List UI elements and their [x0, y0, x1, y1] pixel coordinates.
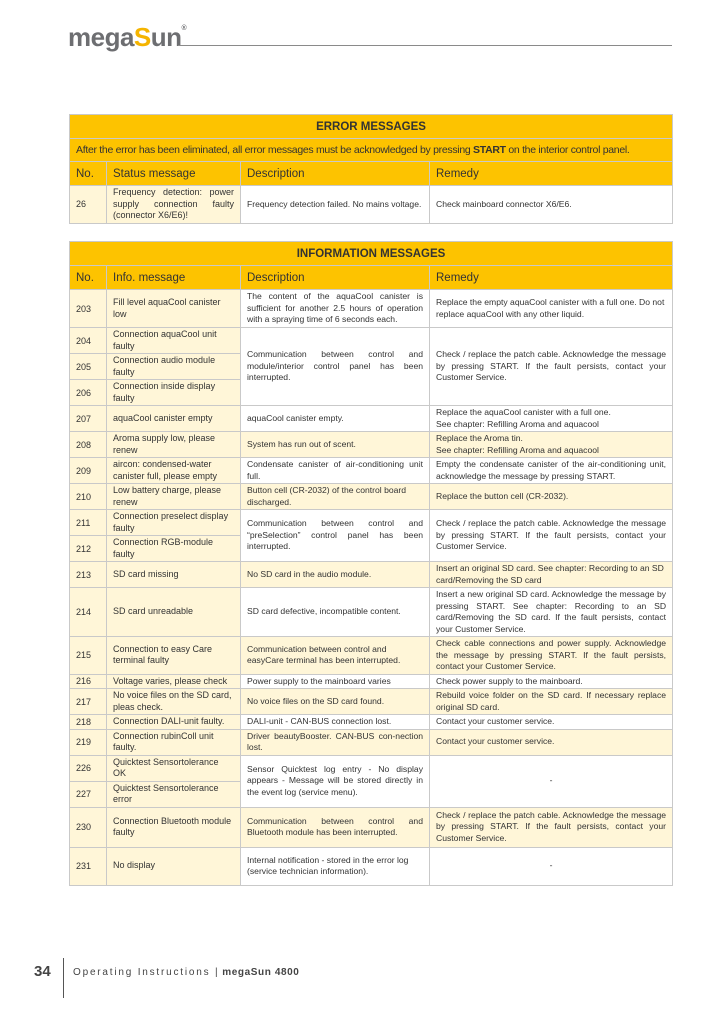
- row-number: 218: [70, 715, 107, 730]
- row-message: Aroma supply low, please renew: [107, 432, 241, 458]
- row-description: Condensate canister of air-conditioning unit full.: [241, 458, 430, 484]
- row-message: Quicktest Sensortolerance error: [107, 781, 241, 807]
- table-row: [70, 562, 673, 588]
- row-remedy: Check mainboard connector X6/E6.: [430, 186, 673, 224]
- row-remedy: Check / replace the patch cable. Acknowledge the message by pressing START. If the fault persists, contact your Customer Service.: [430, 328, 673, 406]
- row-number: 207: [70, 406, 107, 432]
- footer-divider: [63, 958, 64, 998]
- row-message: Connection aquaCool unit faulty: [107, 328, 241, 354]
- table-row: [70, 715, 673, 730]
- row-number: 203: [70, 290, 107, 328]
- row-number: 211: [70, 510, 107, 536]
- page-number: 34: [34, 963, 51, 980]
- row-remedy: Replace the aquaCool canister with a full one. See chapter: Refilling Aroma and aquacool: [430, 406, 673, 432]
- row-remedy: -: [430, 847, 673, 885]
- table-row: [70, 588, 673, 637]
- row-remedy: Contact your customer service.: [430, 729, 673, 755]
- row-remedy: Contact your customer service.: [430, 715, 673, 730]
- row-message: Connection DALI-unit faulty.: [107, 715, 241, 730]
- row-description: SD card defective, incompatible content.: [241, 588, 430, 637]
- col-header-status-message: Status message: [107, 162, 241, 186]
- error-messages-table: [69, 114, 673, 224]
- row-remedy: Insert a new original SD card. Acknowledge the message by pressing START. See chapter: Recording to an SD card/Removing the SD card. If the fault persists, contact your Customer Service.: [430, 588, 673, 637]
- table-row: [70, 406, 673, 432]
- row-number: 230: [70, 807, 107, 847]
- row-number: 210: [70, 484, 107, 510]
- col-header-remedy: Remedy: [430, 162, 673, 186]
- manual-title: Operating Instructions: [73, 967, 211, 978]
- row-number: 26: [70, 186, 107, 224]
- row-number: 209: [70, 458, 107, 484]
- row-message: Connection rubinColl unit faulty.: [107, 729, 241, 755]
- row-remedy: Replace the Aroma tin. See chapter: Refilling Aroma and aquacool: [430, 432, 673, 458]
- row-remedy: Replace the empty aquaCool canister with a full one. Do not replace aquaCool with any other liquid.: [430, 290, 673, 328]
- row-number: 216: [70, 674, 107, 689]
- row-description: No SD card in the audio module.: [241, 562, 430, 588]
- row-message: Quicktest Sensortolerance OK: [107, 755, 241, 781]
- row-number: 214: [70, 588, 107, 637]
- row-description: Communication between control and easyCare terminal has been interrupted.: [241, 637, 430, 675]
- row-remedy: Check power supply to the mainboard.: [430, 674, 673, 689]
- table-row: [70, 807, 673, 847]
- row-message: Fill level aquaCool canister low: [107, 290, 241, 328]
- row-message: aquaCool canister empty: [107, 406, 241, 432]
- col-header-no: No.: [70, 162, 107, 186]
- col-header-description: Description: [241, 162, 430, 186]
- row-description: Power supply to the mainboard varies: [241, 674, 430, 689]
- row-number: 212: [70, 536, 107, 562]
- row-description: The content of the aquaCool canister is sufficient for another 2.5 hours of operation with a spraying time of 6 seconds each.: [241, 290, 430, 328]
- row-description: aquaCool canister empty.: [241, 406, 430, 432]
- row-number: 226: [70, 755, 107, 781]
- row-description: Driver beautyBooster. CAN-BUS con-nection lost.: [241, 729, 430, 755]
- row-number: 208: [70, 432, 107, 458]
- row-message: Voltage varies, please check: [107, 674, 241, 689]
- row-number: 204: [70, 328, 107, 354]
- row-description: System has run out of scent.: [241, 432, 430, 458]
- table-row: [70, 729, 673, 755]
- row-number: 219: [70, 729, 107, 755]
- row-message: No voice files on the SD card, pleas check.: [107, 689, 241, 715]
- row-description: Frequency detection failed. No mains voltage.: [241, 186, 430, 224]
- info-table-title: INFORMATION MESSAGES: [70, 242, 673, 266]
- row-remedy: Empty the condensate canister of the air-conditioning unit, acknowledge the message by pressing START.: [430, 458, 673, 484]
- table-row: [70, 689, 673, 715]
- row-description: Internal notification - stored in the error log (service technician information).: [241, 847, 430, 885]
- row-message: Connection audio module faulty: [107, 354, 241, 380]
- information-messages-table: [69, 241, 673, 886]
- table-row: [70, 755, 673, 781]
- row-message: Connection to easy Care terminal faulty: [107, 637, 241, 675]
- error-table-note: After the error has been eliminated, all error messages must be acknowledged by pressing START on the interior control panel.: [70, 139, 673, 162]
- model-name: megaSun 4800: [222, 967, 300, 978]
- row-description: No voice files on the SD card found.: [241, 689, 430, 715]
- row-remedy: -: [430, 755, 673, 807]
- row-number: 227: [70, 781, 107, 807]
- row-message: Connection RGB-module faulty: [107, 536, 241, 562]
- table-row: [70, 847, 673, 885]
- row-number: 206: [70, 380, 107, 406]
- row-number: 215: [70, 637, 107, 675]
- col-header-description: Description: [241, 266, 430, 290]
- row-number: 205: [70, 354, 107, 380]
- row-description: Communication between control and Bluetooth module has been interrupted.: [241, 807, 430, 847]
- row-description: Communication between control and module/interior control panel has been interrupted.: [241, 328, 430, 406]
- table-row: [70, 484, 673, 510]
- error-table-title: ERROR MESSAGES: [70, 115, 673, 139]
- row-remedy: Check / replace the patch cable. Acknowledge the message by pressing START. If the fault persists, contact your Customer Service.: [430, 510, 673, 562]
- row-number: 231: [70, 847, 107, 885]
- table-row: [70, 458, 673, 484]
- table-row: [70, 186, 673, 224]
- row-remedy: Replace the button cell (CR-2032).: [430, 484, 673, 510]
- table-row: [70, 432, 673, 458]
- row-message: aircon: condensed-water canister full, please empty: [107, 458, 241, 484]
- header-rule: [178, 45, 672, 46]
- megasun-logo: megaSun®: [68, 22, 187, 52]
- table-row: [70, 637, 673, 675]
- row-message: Connection Bluetooth module faulty: [107, 807, 241, 847]
- row-remedy: Check cable connections and power supply. Acknowledge the message by pressing START. If the fault persists, contact your Customer Service.: [430, 637, 673, 675]
- row-message: SD card missing: [107, 562, 241, 588]
- table-row: [70, 674, 673, 689]
- row-message: No display: [107, 847, 241, 885]
- table-row: [70, 328, 673, 354]
- row-description: Communication between control and “preSelection” control panel has been interrupted.: [241, 510, 430, 562]
- row-remedy: Check / replace the patch cable. Acknowledge the message by pressing START. If the fault persists, contact your Customer Service.: [430, 807, 673, 847]
- row-remedy: Rebuild voice folder on the SD card. If necessary replace original SD card.: [430, 689, 673, 715]
- row-description: Sensor Quicktest log entry - No display appears - Message will be stored directly in the event log (service menu).: [241, 755, 430, 807]
- col-header-remedy: Remedy: [430, 266, 673, 290]
- row-message: Connection preselect display faulty: [107, 510, 241, 536]
- col-header-info-message: Info. message: [107, 266, 241, 290]
- row-description: DALI-unit - CAN-BUS connection lost.: [241, 715, 430, 730]
- row-remedy: Insert an original SD card. See chapter: Recording to an SD card/Removing the SD card: [430, 562, 673, 588]
- table-row: [70, 510, 673, 536]
- row-message: Frequency detection: power supply connection faulty (connector X6/E6)!: [107, 186, 241, 224]
- row-message: SD card unreadable: [107, 588, 241, 637]
- table-row: [70, 290, 673, 328]
- col-header-no: No.: [70, 266, 107, 290]
- row-message: Low battery charge, please renew: [107, 484, 241, 510]
- row-description: Button cell (CR-2032) of the control board discharged.: [241, 484, 430, 510]
- row-message: Connection inside display faulty: [107, 380, 241, 406]
- row-number: 213: [70, 562, 107, 588]
- footer-caption: Operating Instructions | megaSun 4800: [73, 967, 300, 978]
- row-number: 217: [70, 689, 107, 715]
